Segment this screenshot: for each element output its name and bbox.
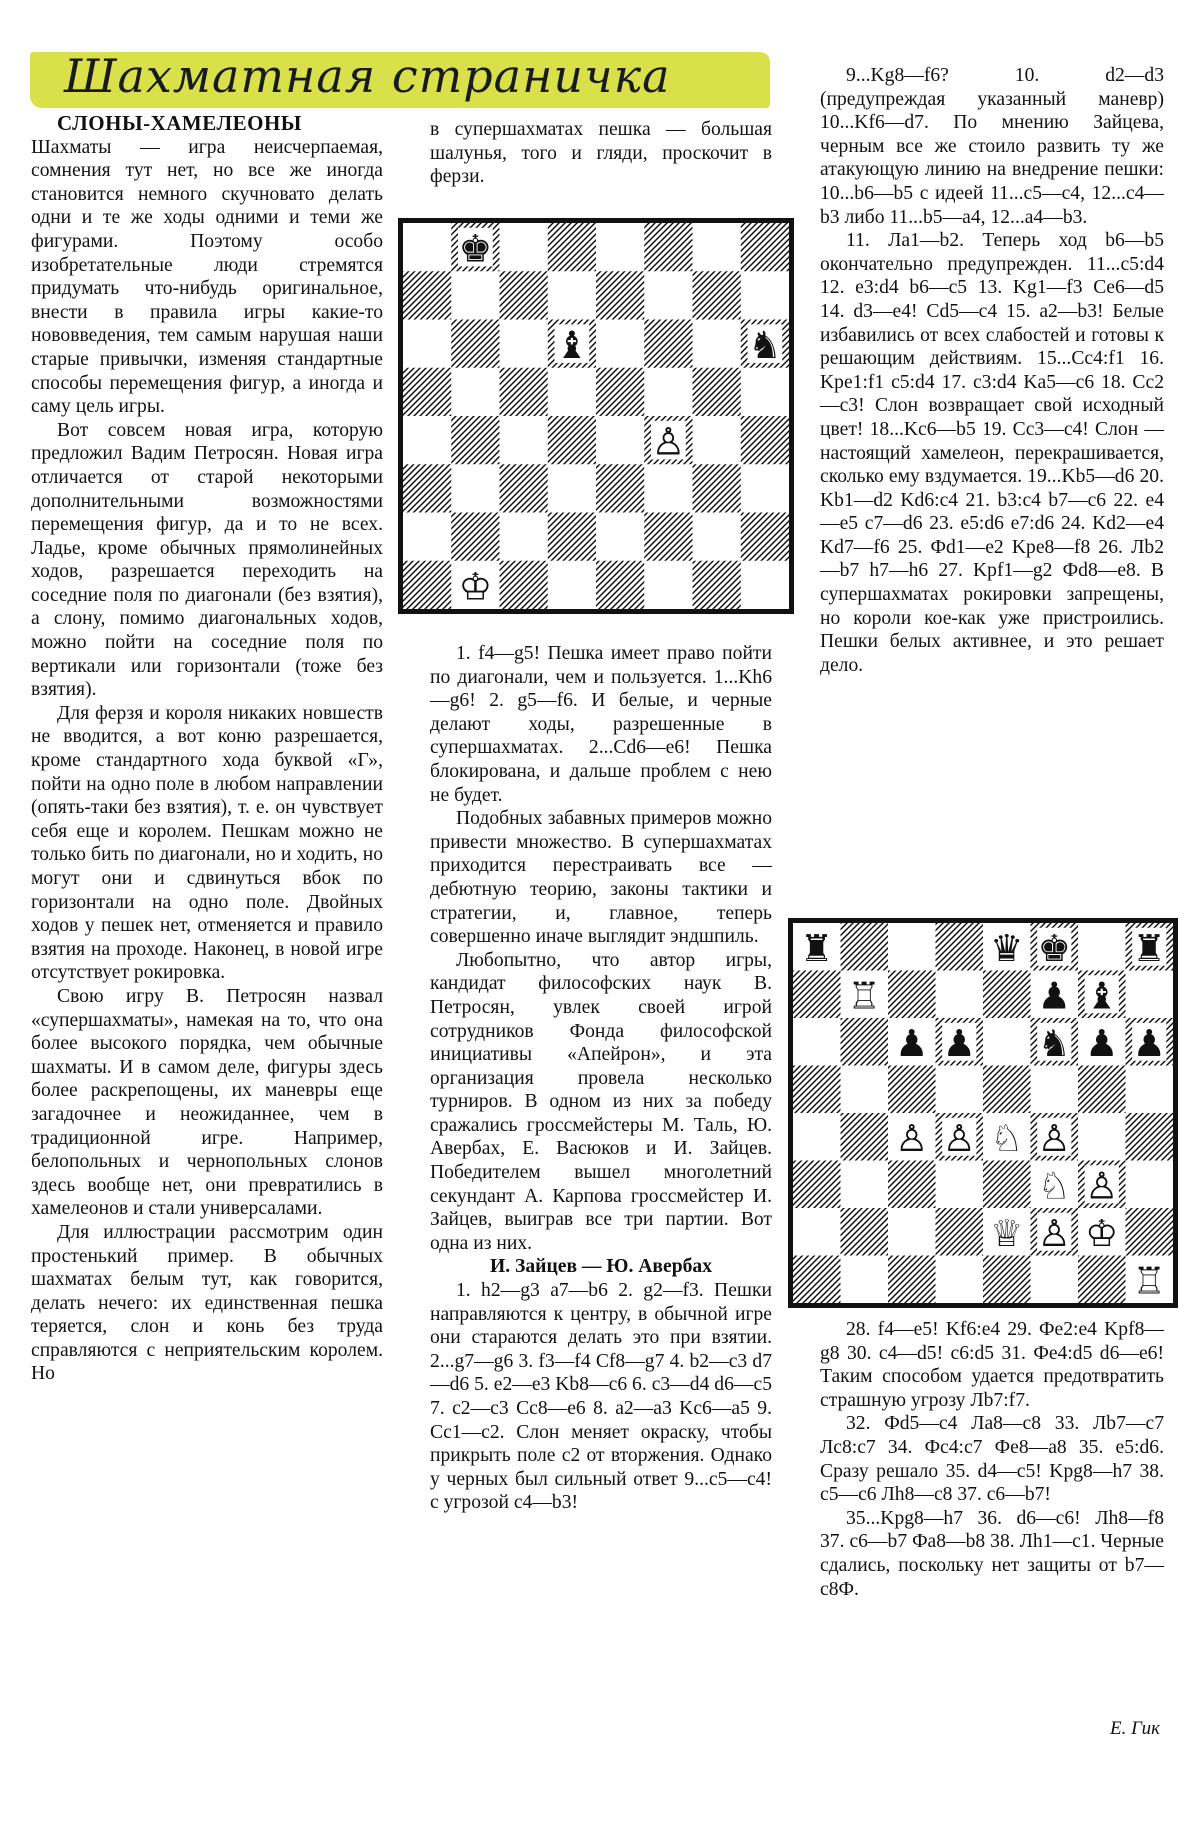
paragraph: Свою игру В. Петросян назвал «супершахматы», намекая на то, что она более высокого порядка, чем обычные шахматы. И в самом деле, фигуры здесь более раскрепощены, их маневры еще загадочнее и неожиданнее, чем в традиционной игре. Например, белопольных и чернопольных слонов здесь вообще нет, они превратились в хамелеонов и стали универсалами. [31,985,383,1220]
dark-square [548,513,596,561]
paragraph: 1. h2—g3 a7—b6 2. g2—f3. Пешки направляются к центру, в обычной игре они стараются делать это при взятии. 2...g7—g6 3. f3—f4 Cf8—g7 4. b2—c3 d7—d6 5. e2—e3 Kb8—c6 6. c3—d4 d6—c5 7. c2—c3 Cc8—e6 8. a2—a3 Kc6—a5 9. Cc1—c2. Слон меняет окраску, чтобы прикрыть поле c2 от вторжения. Однако у черных был сильный ответ 9...c5—c4! с угрозой c4—b3! [430,1280,772,1514]
dark-square [983,971,1031,1019]
dark-square [741,416,789,464]
black-rook-icon: ♜ [1132,927,1166,970]
black-king-icon: ♚ [1037,927,1071,970]
column-3-bottom [820,1318,1164,1601]
dark-square [403,464,451,512]
white-king-icon: ♔ [458,564,493,609]
dark-square [1126,1113,1174,1161]
black-king-icon: ♚ [458,226,493,271]
dark-square [936,1208,984,1256]
paragraph: 35...Kpg8—h7 36. d6—c6! Лh8—f8 37. c6—b7 Фa8—b8 38. Лh1—c1. Черные сдались, поскольку нет защиты от b7—c8Ф. [820,1507,1164,1600]
dark-square [841,1113,889,1161]
white-pawn-icon: ♙ [1037,1117,1071,1160]
black-rook-icon: ♜ [800,927,834,970]
dark-square [403,368,451,416]
white-pawn-icon: ♙ [651,419,686,464]
author-signature: Е. Гик [1110,1718,1160,1739]
dark-square [793,1161,841,1209]
white-queen-icon: ♕ [990,1212,1024,1255]
dark-square [888,1066,936,1114]
column-1 [31,112,383,1386]
dark-square [1126,1208,1174,1256]
dark-square [983,1161,1031,1209]
white-knight-icon: ♘ [1037,1164,1071,1208]
dark-square [548,223,596,271]
chess-diagram-2 [788,918,1178,1308]
black-knight-icon: ♞ [1037,1022,1071,1065]
paragraph: в супершахматах пешка — большая шалунья, того и гляди, проскочит в ферзи. [430,119,772,188]
dark-square [1078,1256,1126,1304]
dark-square [693,368,741,416]
dark-square [888,971,936,1019]
paragraph: Шахматы — игра неисчерпаемая, сомнения тут нет, но все же иногда становится немного скучновато делать одни и те же ходы одними и теми же фигурами. Поэтому особо изобретательные люди стремятся придумать что-нибудь оригинальное, внести в правила игры какие-то нововведения, тем самым нарушая наши старые привычки, изменяя стандартные способы перемещения фигур, а иногда и саму цель игры. [31,136,383,418]
paragraph: Любопытно, что автор игры, кандидат философских наук В. Петросян, увлек своей игрой сотрудников Фонда философской инициативы «Апейрон», и эта организация провела несколько турниров. В одном из них за победу сражались гроссмейстеры М. Таль, Ю. Авербах, Е. Васюков и И. Зайцев. Победителем вышел многолетний секундант А. Карпова гроссмейстер И. Зайцев, выиграв все три партии. Вот одна из них. [430,949,772,1254]
chess-diagram-1 [398,218,794,614]
dark-square [936,923,984,971]
white-rook-icon: ♖ [847,974,881,1018]
paragraph: 32. Фd5—c4 Лa8—c8 33. Лb7—c7 Лc8:c7 34. Фc4:c7 Фe8—a8 35. e5:d6. Сразу решало 35. d4—c5! Kpg8—h7 38. c5—c6 Лh8—c8 37. c6—b7! [820,1413,1164,1506]
dark-square [793,971,841,1019]
dark-square [693,271,741,319]
dark-square [548,416,596,464]
dark-square [644,320,692,368]
paragraph: Подобных забавных примеров можно привести множество. В супершахматах приходится перестраивать все — дебютную теорию, законы тактики и стратегии, и, главное, теперь совершенно иначе выглядит эндшпиль. [430,808,772,948]
paragraph: Вот совсем новая игра, которую предложил Вадим Петросян. Новая игра отличается от старой некоторыми дополнительными возможностями перемещения фигур, да и то не всех. Ладье, кроме обычных прямолинейных ходов, разрешается переходить на соседние поля по диагонали (без взятия), а слону, помимо диагональных ходов, можно пойти на соседние поля по вертикали или горизонтали (тоже без взятия). [31,419,383,701]
paragraph: 11. Лa1—b2. Теперь ход b6—b5 окончательно предупрежден. 11...c5:d4 12. e3:d4 b6—c5 13. Kg1—f3 Ce6—d5 14. d3—e4! Cd5—c4 15. a2—b3! Белые избавились от всех слабостей и готовы к решающим действиям. 15...Cc4:f1 16. Kpe1:f1 c5:d4 17. c3:d4 Ka5—c6 18. Cc2—c3! Слон возвращает свой исходный цвет! 18...Kc6—b5 19. Cc3—c4! Слон — настоящий хамелеон, перекрашивается, сколько ему вздумается. 19...Kb5—d6 20. Kb1—d2 Kd6:c4 21. b3:c4 b7—c6 22. e4—e5 c7—d6 23. e5:d6 e7:d6 24. Kd2—e4 Kd7—f6 25. Фd1—e2 Kpe8—f8 26. Лb2—b7 h7—h6 27. Kpf1—g2 Фd8—e8. В супершахматах рокировки запрещены, но короли кое-как уже пристроились. Пешки белых активнее, и это решает дело. [820,230,1164,676]
diagram-2-svg [793,923,1173,1303]
dark-square [596,271,644,319]
dark-square [793,1256,841,1304]
dark-square [693,464,741,512]
dark-square [596,561,644,609]
black-bishop-icon: ♝ [555,323,589,368]
game-heading: И. Зайцев — Ю. Авербах [490,1256,712,1278]
white-king-icon: ♔ [1085,1212,1119,1255]
white-rook-icon: ♖ [1132,1259,1166,1303]
dark-square [888,1161,936,1209]
page-banner [30,40,770,112]
dark-square [644,223,692,271]
dark-square [693,561,741,609]
dark-square [403,271,451,319]
paragraph: Для ферзя и короля никаких новшеств не вводится, а вот коню разрешается, кроме стандартного хода буквой «Г», пойти на одно поле в любом направлении (опять-таки без взятия), т. е. он чувствует себя еще и королем. Пешкам можно не только бить по диагонали, но и ходить, но могут они и сдвинуться вбок по горизонтали на одно поле. Двойных ходов у пешек нет, отменяется и правило взятия на проходе. Наконец, в новой игре отсутствует рокировка. [31,702,383,984]
dark-square [888,1256,936,1304]
dark-square [983,1256,1031,1304]
dark-square [644,513,692,561]
article-title: СЛОНЫ-ХАМЕЛЕОНЫ [57,111,302,135]
dark-square [841,1018,889,1066]
dark-square [500,368,548,416]
dark-square [451,416,499,464]
paragraph: Для иллюстрации рассмотрим один простенький пример. В обычных шахматах белым тут, как говорится, делать нечего: их единственная пешка теряется, слон и конь без труда справляются с неприятельским королем. Но [31,1221,383,1385]
black-pawn-icon: ♟ [942,1022,976,1065]
white-pawn-icon: ♙ [895,1117,929,1160]
dark-square [983,1066,1031,1114]
white-pawn-icon: ♙ [942,1117,976,1160]
dark-square [451,513,499,561]
column-2 [430,642,772,1515]
black-pawn-icon: ♟ [895,1022,929,1065]
white-pawn-icon: ♙ [1085,1164,1119,1208]
column-3 [820,64,1164,677]
black-pawn-icon: ♟ [1037,974,1071,1018]
dark-square [451,320,499,368]
dark-square [596,464,644,512]
black-bishop-icon: ♝ [1085,974,1119,1018]
black-knight-icon: ♞ [748,323,782,368]
dark-square [500,561,548,609]
white-knight-icon: ♘ [990,1117,1024,1160]
dark-square [1078,1066,1126,1114]
black-queen-icon: ♛ [990,927,1024,970]
dark-square [596,368,644,416]
dark-square [500,271,548,319]
paragraph: 9...Kg8—f6? 10. d2—d3 (предупреждая указанный маневр) 10...Kf6—d7. По мнению Зайцева, черным все же стоило развить ту же атакующую линию на внедрение пешки: 10...b6—b5 с идеей 11...c5—c4, 12...c4—b3 либо 11...b5—a4, 12...a4—b3. [820,65,1164,228]
dark-square [793,1066,841,1114]
diagram-1-svg [403,223,789,609]
column-2-top [430,118,772,189]
black-pawn-icon: ♟ [1085,1022,1119,1065]
white-pawn-icon: ♙ [1037,1212,1071,1255]
dark-square [403,561,451,609]
dark-square [741,513,789,561]
paragraph: 1. f4—g5! Пешка имеет право пойти по диагонали, чем и пользуется. 1...Kh6—g6! 2. g5—f6. И белые, и черные делают ходы, разрешенные в супершахматах. 2...Cd6—e6! Пешка блокирована, и дальше проблем с нею не будет. [430,643,772,806]
paragraph: 28. f4—e5! Kf6:e4 29. Фe2:e4 Kpf8—g8 30. c4—d5! c6:d5 31. Фe4:d5 d6—e6! Таким способом удается предотвратить страшную угрозу Лb7:f7. [820,1319,1164,1411]
dark-square [741,223,789,271]
dark-square [841,1208,889,1256]
black-pawn-icon: ♟ [1132,1022,1166,1065]
banner-title: Шахматная страничка [64,49,671,103]
dark-square [841,923,889,971]
dark-square [500,464,548,512]
